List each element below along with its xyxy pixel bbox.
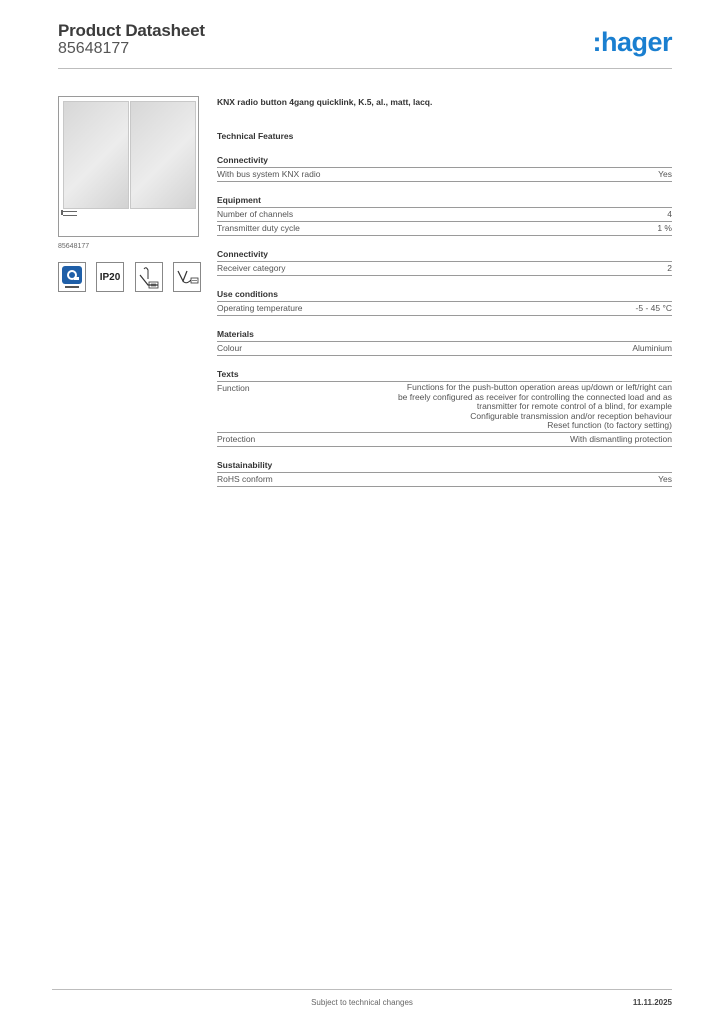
- section-title: Equipment: [217, 195, 672, 208]
- product-image: [58, 96, 199, 237]
- header-divider: [58, 68, 672, 69]
- section-title: Use conditions: [217, 289, 672, 302]
- quality-mark-icon: [58, 262, 86, 292]
- spec-value: Yes: [658, 473, 672, 484]
- section-sustainability: [217, 460, 672, 487]
- technical-features-heading: Technical Features: [217, 131, 294, 141]
- spec-value: With dismantling protection: [569, 433, 672, 444]
- section-connectivity-receiver: [217, 249, 672, 276]
- installation-icon: [173, 262, 201, 292]
- spec-row: [217, 302, 672, 316]
- spec-value: 1 %: [657, 223, 672, 233]
- spec-row: [217, 342, 672, 356]
- section-title: Connectivity: [217, 249, 672, 262]
- spec-row: [217, 222, 672, 236]
- product-title: KNX radio button 4gang quicklink, K.5, al., matt, lacq.: [217, 97, 433, 107]
- section-title: Texts: [217, 369, 672, 382]
- section-title: Sustainability: [217, 460, 672, 473]
- product-number: 85648177: [58, 40, 130, 57]
- section-materials: [217, 329, 672, 356]
- ip20-icon: [96, 262, 124, 292]
- function-line: Configurable transmission and/or reception behaviour: [470, 410, 672, 421]
- spec-row: [217, 262, 672, 276]
- function-line: Reset function (to factory setting): [547, 420, 672, 431]
- spec-value: 4: [667, 209, 672, 219]
- spec-label: Transmitter duty cycle: [217, 223, 300, 233]
- scale-icon: [63, 211, 77, 216]
- rocker-right: [130, 101, 196, 209]
- document-title: Product Datasheet: [58, 21, 205, 40]
- spec-label: Colour: [217, 343, 243, 353]
- spec-row: [217, 168, 672, 182]
- spec-value: [398, 383, 672, 431]
- spec-value: Yes: [658, 169, 672, 179]
- section-texts: [217, 369, 672, 447]
- spec-label: With bus system KNX radio: [217, 169, 321, 179]
- section-title: Connectivity: [217, 155, 672, 168]
- technical-data: [217, 96, 672, 487]
- spec-label: Receiver category: [217, 263, 286, 273]
- spec-label: Protection: [217, 433, 256, 444]
- function-line: Functions for the push-button operation areas up/down or left/right can: [406, 382, 672, 392]
- mounting-icon: [135, 262, 163, 292]
- spec-label: Function: [217, 383, 250, 393]
- function-line: be freely configured as receiver for controlling the connected load and as: [397, 391, 672, 402]
- footer-divider: [52, 989, 672, 990]
- spec-label: RoHS conform: [217, 473, 273, 484]
- spec-row: [217, 433, 672, 447]
- function-line: transmitter for remote control of a blind, for example: [476, 401, 672, 412]
- image-caption: 85648177: [58, 243, 90, 250]
- spec-row: [217, 208, 672, 222]
- footer-date: 11.11.2025: [632, 998, 672, 1007]
- spec-row: [217, 473, 672, 487]
- section-connectivity: [217, 155, 672, 182]
- section-use-conditions: [217, 289, 672, 316]
- rocker-left: [63, 101, 129, 209]
- spec-row: [217, 382, 672, 433]
- spec-value: -5 - 45 °C: [635, 303, 672, 313]
- spec-label: Operating temperature: [217, 303, 303, 313]
- section-title: Materials: [217, 329, 672, 342]
- spec-label: Number of channels: [217, 209, 294, 219]
- ip20-label: IP20: [99, 272, 121, 283]
- spec-value: Aluminium: [632, 343, 672, 353]
- section-equipment: [217, 195, 672, 236]
- footer-note: Subject to technical changes: [311, 998, 413, 1007]
- brand-logo: :hager: [592, 27, 672, 57]
- spec-value: 2: [667, 263, 672, 273]
